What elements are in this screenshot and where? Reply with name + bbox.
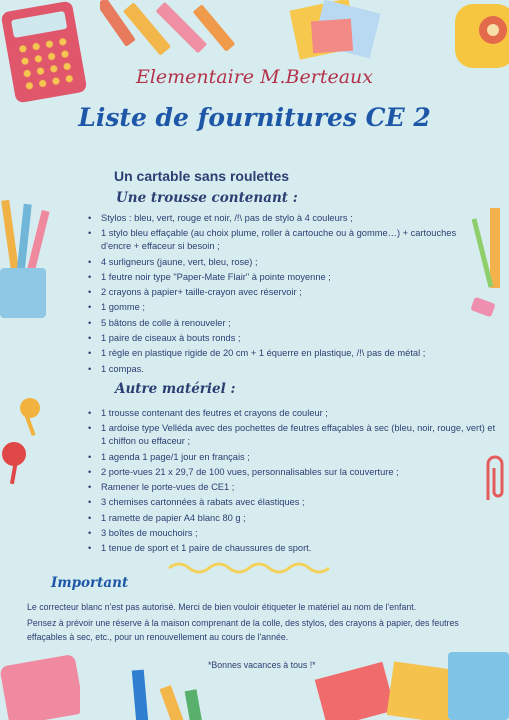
important-heading: Important <box>51 575 129 591</box>
list-item: • 1 agenda 1 page/1 jour en français ; <box>86 451 500 464</box>
list-item: • Stylos : bleu, vert, rouge et noir, /!\ pas de stylo à 4 couleurs ; <box>86 212 482 225</box>
list-item: • 4 surligneurs (jaune, vert, bleu, rose) ; <box>86 256 482 269</box>
list-item: • 1 ardoise type Velléda avec des pochettes de feutres effaçables à sec (bleu, noir, rouge, vert) et 1 chiffon ou effaceur ; <box>86 422 500 448</box>
pencil-case-icon <box>0 650 80 720</box>
crayons-icon <box>100 0 250 60</box>
list-item: • 1 ramette de papier A4 blanc 80 g ; <box>86 512 500 525</box>
closing-message: *Bonnes vacances à tous !* <box>208 660 316 670</box>
bag-requirement: Un cartable sans roulettes <box>114 168 290 184</box>
list-item: • 3 boîtes de mouchoirs ; <box>86 527 500 540</box>
other-material-list <box>86 407 500 558</box>
calculator-icon <box>1 0 88 103</box>
push-pin-icon <box>0 392 50 492</box>
list-item: • 1 gomme ; <box>86 301 482 314</box>
list-item: • 1 règle en plastique rigide de 20 cm + 1 équerre en plastique, /!\ pas de métal ; <box>86 347 482 360</box>
sticky-notes-icon <box>288 0 383 62</box>
list-item: • 1 compas. <box>86 363 482 376</box>
list-item: • 1 stylo bleu effaçable (au choix plume, roller à cartouche ou à gomme…) + cartouches d'encre + effaceur si besoin ; <box>86 227 482 253</box>
list-item: • Ramener le porte-vues de CE1 ; <box>86 481 500 494</box>
school-name: Elementaire M.Berteaux <box>135 66 374 88</box>
important-note-2: Pensez à prévoir une réserve à la maison comprenant de la colle, des stylos, des crayons à papier, des feutres effaçables à sec, etc., pour un renouvellement au cours de l'année. <box>27 618 459 642</box>
list-item: • 2 crayons à papier+ taille-crayon avec réservoir ; <box>86 286 482 299</box>
section-heading-other-material: Autre matériel : <box>115 381 236 397</box>
list-item: • 1 trousse contenant des feutres et crayons de couleur ; <box>86 407 500 420</box>
pencil-cup-icon <box>0 200 62 320</box>
list-item: • 1 tenue de sport et 1 paire de chaussures de sport. <box>86 542 500 555</box>
list-item: • 3 chemises cartonnées à rabats avec élastiques ; <box>86 496 500 509</box>
section-heading-pencil-case: Une trousse contenant : <box>116 190 298 206</box>
list-item: • 1 paire de ciseaux à bouts ronds ; <box>86 332 482 345</box>
notebook-icon <box>290 648 509 720</box>
important-note-1: Le correcteur blanc n'est pas autorisé. Merci de bien vouloir étiqueter le matériel au nom de l'enfant. <box>27 602 417 612</box>
list-item: • 2 porte-vues 21 x 29,7 de 100 vues, personnalisables sur la couverture ; <box>86 466 500 479</box>
list-item: • 1 feutre noir type "Paper-Mate Flair" à pointe moyenne ; <box>86 271 482 284</box>
crayons-icon <box>118 666 218 720</box>
pencil-case-list <box>86 212 482 378</box>
wave-doodle-icon <box>165 558 335 576</box>
list-item: • 5 bâtons de colle à renouveler ; <box>86 317 482 330</box>
page-title: Liste de fournitures CE 2 <box>78 103 431 132</box>
